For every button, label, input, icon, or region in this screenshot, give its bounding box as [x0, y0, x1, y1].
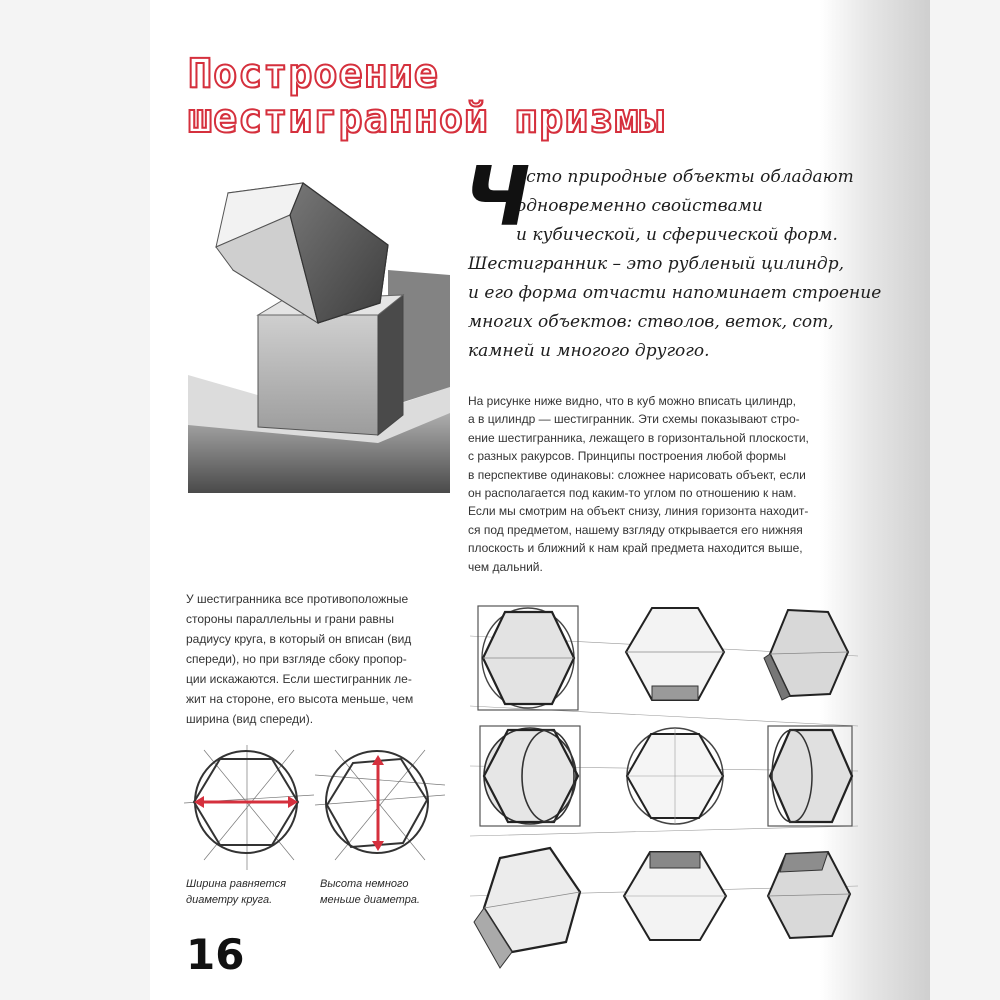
caption-line: диаметру круга.	[186, 894, 273, 906]
lead-line: и его форма отчасти напоминает строение	[468, 283, 882, 303]
side-line: жит на стороне, его высота меньше, чем	[186, 692, 414, 706]
body-paragraph	[468, 392, 853, 576]
body-line: с разных ракурсов. Принципы построения любой формы	[468, 449, 786, 464]
prism-on-cube-illustration	[188, 175, 450, 493]
caption-width	[186, 876, 286, 908]
sketch-7	[474, 848, 580, 968]
title-line-2: шестигранной призмы	[188, 96, 665, 142]
body-line: На рисунке ниже видно, что в куб можно вписать цилиндр,	[468, 394, 796, 408]
caption-line: Ширина равняется	[186, 878, 287, 890]
lead-line: Шестигранник – это рубленый цилиндр,	[468, 254, 844, 274]
lead-paragraph	[464, 150, 882, 366]
body-line: он располагается под каким-то углом по отношению к нам.	[468, 486, 797, 501]
caption-line: меньше диаметра.	[320, 894, 420, 906]
body-line: чем дальний.	[468, 559, 543, 574]
hexagon-width-drawing	[184, 745, 314, 870]
lead-line: и кубической, и сферической форм.	[516, 225, 838, 245]
hexagon-height-diagram	[315, 745, 445, 870]
prism-sketch-grid-drawing	[470, 596, 858, 980]
cube-side-face	[378, 295, 403, 435]
hexagon-width-diagram	[184, 745, 314, 870]
hexagon-height-drawing	[315, 745, 445, 870]
sketch-9	[768, 852, 850, 938]
side-line: радиусу круга, в который он вписан (вид	[186, 632, 412, 646]
side-line: У шестигранника все противоположные	[186, 592, 409, 606]
body-line: ся под предметом, нашему взгляду открывается его нижняя	[468, 522, 803, 537]
caption-height	[320, 876, 420, 908]
body-line: в перспективе одинаковы: сложнее нарисовать объект, если	[468, 467, 806, 482]
side-line: ции искажаются. Если шестигранник ле-	[186, 672, 412, 686]
side-paragraph	[186, 589, 451, 729]
cube-front-face	[258, 315, 378, 435]
title-line-1: Построение	[188, 51, 439, 97]
lead-line: камней и многого другого.	[468, 341, 710, 361]
caption-line: Высота немного	[320, 878, 409, 890]
lead-line: одновременно свойствами	[516, 196, 763, 216]
drop-cap: Ч	[464, 150, 531, 245]
prism-sketch-grid	[470, 596, 858, 980]
page-number: 16	[186, 930, 245, 979]
body-line: а в цилиндр — шестигранник. Эти схемы показывают стро-	[468, 412, 800, 427]
sketch-3	[764, 610, 848, 700]
sketch-6	[768, 726, 852, 826]
body-line: ение шестигранника, лежащего в горизонтальной плоскости,	[468, 430, 809, 445]
side-line: стороны параллельны и грани равны	[186, 612, 395, 626]
sketch-4	[480, 726, 580, 826]
lead-line: многих объектов: стволов, веток, сот,	[468, 312, 834, 332]
body-line: Если мы смотрим на объект снизу, линия горизонта находит-	[468, 504, 809, 519]
sketch-5	[627, 728, 723, 824]
sketch-8	[624, 852, 726, 940]
sketch-1	[478, 606, 578, 710]
page-title	[188, 52, 665, 142]
sketch-2	[626, 608, 724, 700]
side-line: спереди), но при взгляде сбоку пропор-	[186, 652, 407, 666]
side-line: ширина (вид спереди).	[186, 712, 314, 726]
lead-line: асто природные объекты обладают	[516, 167, 854, 187]
prism-on-cube-drawing	[188, 175, 450, 493]
body-line: плоскость и ближний к нам край предмета находится выше,	[468, 541, 803, 556]
